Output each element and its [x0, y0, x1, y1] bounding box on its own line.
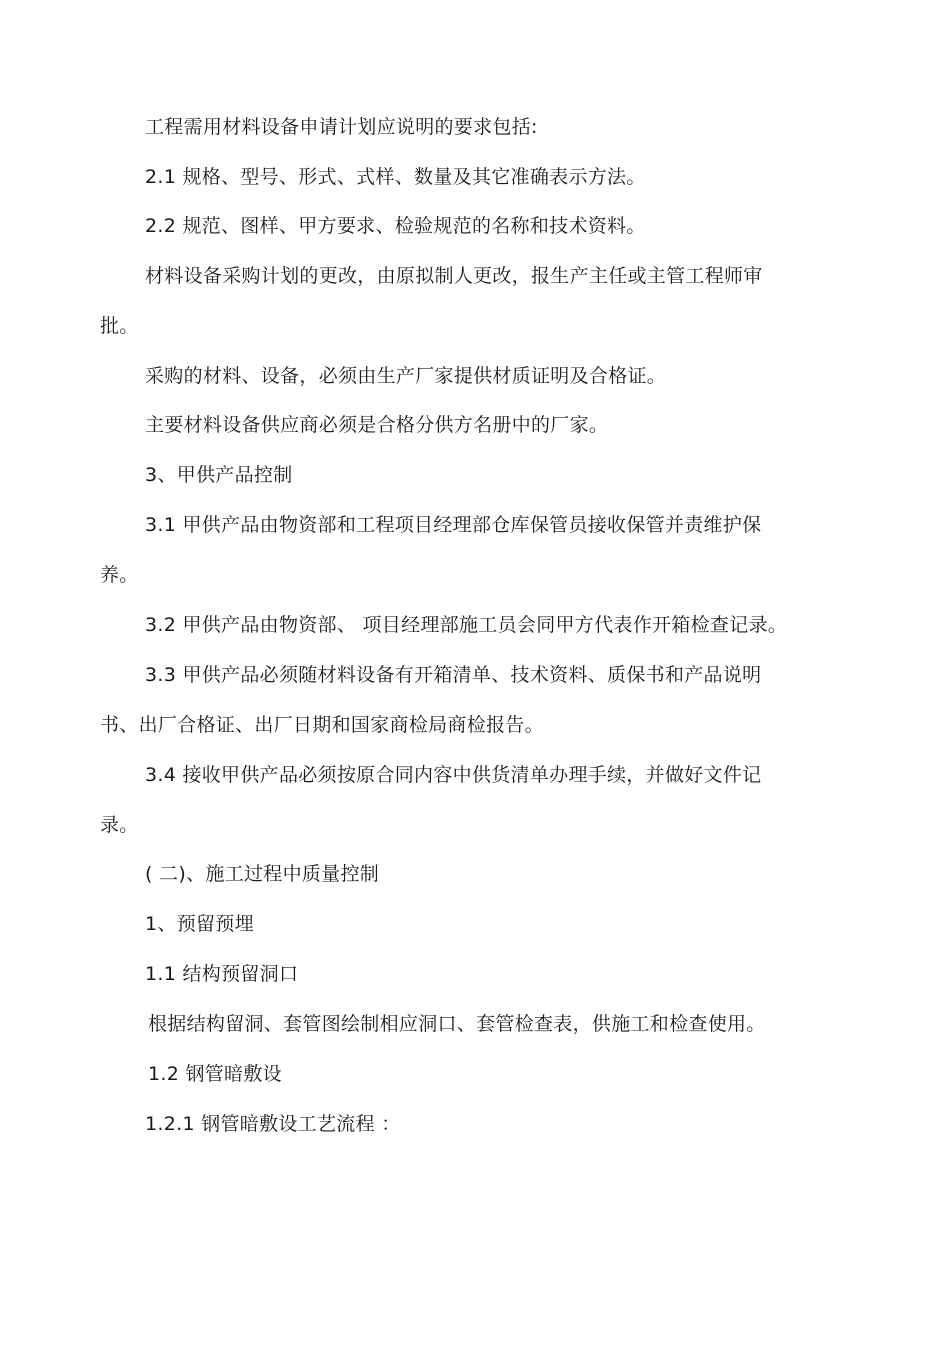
item-3-1: 3.1 甲供产品由物资部和工程项目经理部仓库保管员接收保管并责维护保: [145, 514, 762, 536]
heading-1-1-structural-openings: 1.1 结构预留洞口: [145, 963, 299, 985]
paragraph-opening-checklist: 根据结构留洞、套管图绘制相应洞口、套管检查表，供施工和检查使用。: [148, 1013, 766, 1035]
heading-construction-quality-control: ( 二)、施工过程中质量控制: [145, 863, 380, 885]
heading-3-owner-supplied-control: 3、甲供产品控制: [145, 464, 293, 486]
item-3-1-cont: 养。: [100, 564, 139, 586]
paragraph-purchased-materials: 采购的材料、设备，必须由生产厂家提供材质证明及合格证。: [145, 365, 667, 387]
item-3-3: 3.3 甲供产品必须随材料设备有开箱清单、技术资料、质保书和产品说明: [145, 664, 762, 686]
paragraph-main-suppliers: 主要材料设备供应商必须是合格分供方名册中的厂家。: [145, 414, 609, 436]
item-3-3-cont: 书、出厂合格证、出厂日期和国家商检局商检报告。: [100, 714, 544, 736]
item-2-1: 2.1 规格、型号、形式、式样、数量及其它准确表示方法。: [145, 166, 646, 188]
paragraph-plan-change-cont: 批。: [100, 315, 139, 337]
item-3-4-cont: 录。: [100, 814, 139, 836]
heading-1-2-1-process-flow: 1.2.1 钢管暗敷设工艺流程 ：: [145, 1113, 401, 1135]
item-3-4: 3.4 接收甲供产品必须按原合同内容中供货清单办理手续，并做好文件记: [145, 764, 762, 786]
heading-1-reserved-embedded: 1、预留预埋: [145, 913, 254, 935]
item-3-2: 3.2 甲供产品由物资部、 项目经理部施工员会同甲方代表作开箱检查记录。: [145, 614, 788, 636]
item-2-2: 2.2 规范、图样、甲方要求、检验规范的名称和技术资料。: [145, 215, 646, 237]
heading-1-2-concealed-steel-pipe: 1.2 钢管暗敷设: [148, 1063, 282, 1085]
paragraph-plan-change: 材料设备采购计划的更改，由原拟制人更改，报生产主任或主管工程师审: [145, 265, 763, 287]
paragraph-material-plan-requirements: 工程需用材料设备申请计划应说明的要求包括:: [145, 116, 538, 138]
